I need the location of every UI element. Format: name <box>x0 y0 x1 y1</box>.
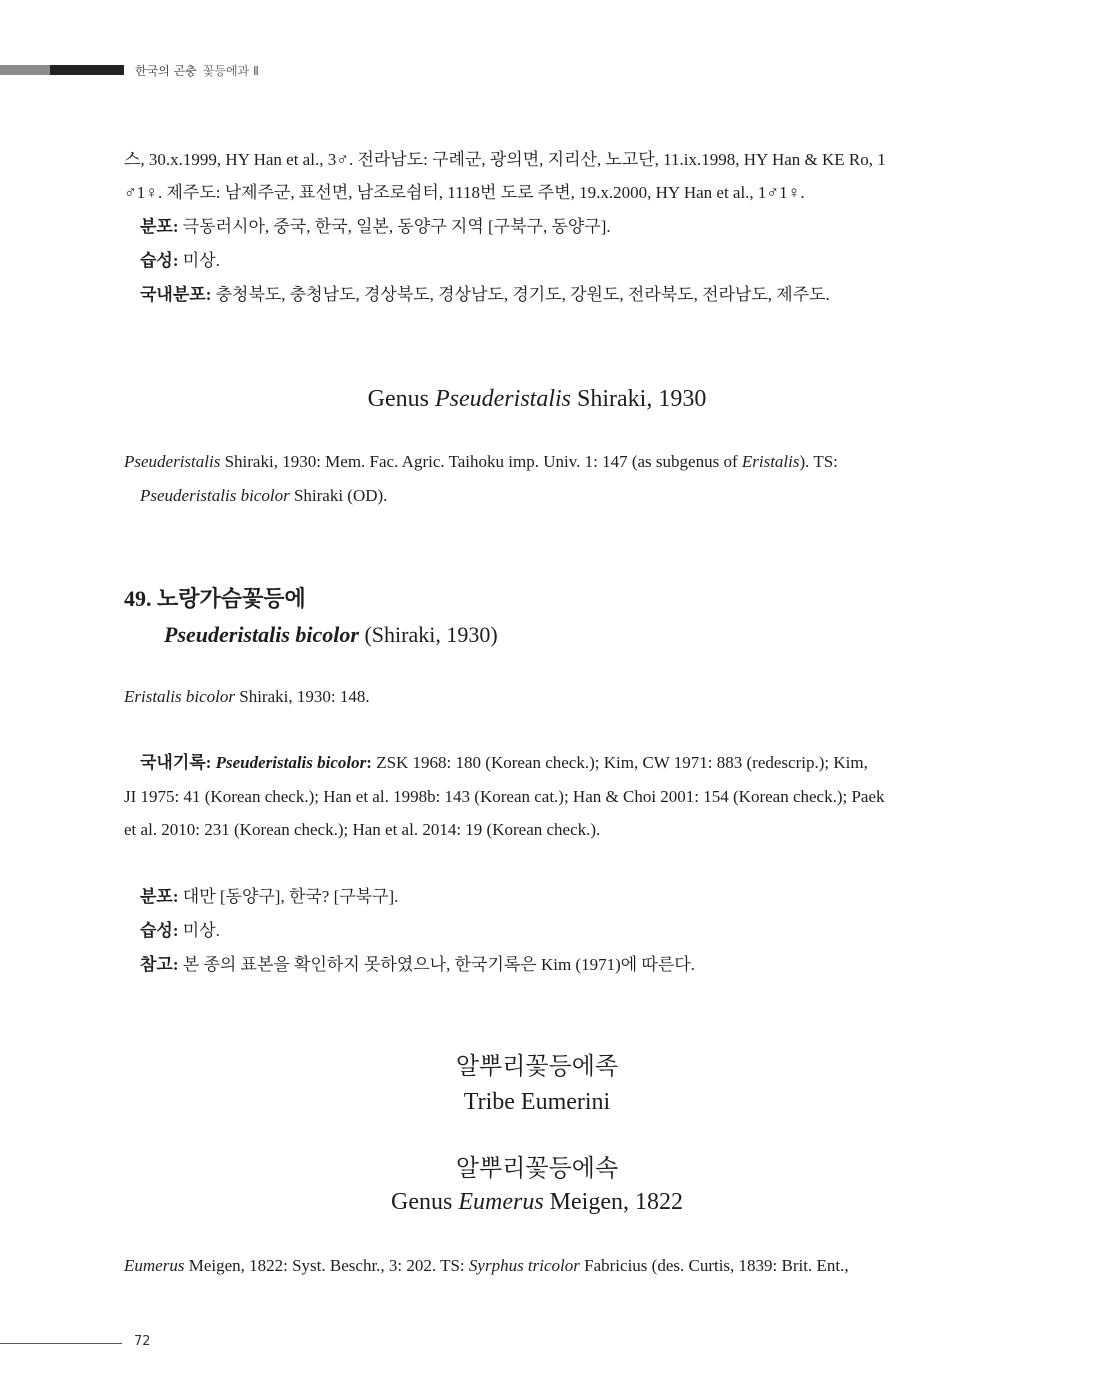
korean-records-name: Pseuderistalis bicolor <box>215 753 367 772</box>
page-number: 72 <box>134 1334 151 1349</box>
distribution-paragraph <box>140 216 611 238</box>
genus-heading-prefix: Genus <box>367 386 435 412</box>
korean-records-colon: : <box>366 753 372 772</box>
species-note-paragraph <box>140 954 695 976</box>
korean-records-line-2: JI 1975: 41 (Korean check.); Han et al. 1998b: 143 (Korean cat.); Han & Choi 2001: 154 (Korean check.); Paek <box>124 787 885 806</box>
genus-ref-ts-label: ). TS: <box>799 452 838 471</box>
genus-reference-line-2 <box>140 485 387 507</box>
genus-heading-author: Shiraki, 1930 <box>571 386 707 412</box>
genus-heading-eumerus <box>0 1187 1074 1217</box>
genus-ref-name: Pseuderistalis <box>124 452 221 471</box>
genus-heading-pseuderistalis <box>0 384 1074 414</box>
habit-label: 습성: <box>140 251 179 270</box>
distribution-label: 분포: <box>140 217 179 236</box>
tribe-latin-name: Tribe Eumerini <box>463 1089 611 1115</box>
genus-ref-text: Shiraki, 1930: Mem. Fac. Agric. Taihoku imp. Univ. 1: 147 (as subgenus of <box>220 452 742 471</box>
type-species-text: Shiraki (OD). <box>289 486 388 505</box>
korean-records-line-1 <box>140 752 868 774</box>
species-habit-paragraph <box>140 920 220 942</box>
species-number: 49. <box>124 586 152 611</box>
record-line-2: ♂1♀. 제주도: 남제주군, 표선면, 남조로쉼터, 1118번 도로 주변, 19.x.2000, HY Han et al., 1♂1♀. <box>124 183 805 202</box>
synonym-name: Eristalis bicolor <box>124 687 235 706</box>
synonym-line <box>124 686 370 708</box>
eumerus-heading-prefix: Genus <box>391 1189 459 1215</box>
eumerus-heading-author: Meigen, 1822 <box>543 1189 683 1215</box>
header-bar-light <box>0 65 50 75</box>
type-species-name: Pseuderistalis bicolor <box>140 486 290 505</box>
species-note-label: 참고: <box>140 955 179 974</box>
korean-records-label: 국내기록: <box>140 753 212 772</box>
eumerus-type-species-name: Syrphus tricolor <box>468 1256 580 1275</box>
eumerus-reference-line <box>124 1255 849 1277</box>
species-scientific-heading <box>164 620 498 650</box>
species-habit-label: 습성: <box>140 921 179 940</box>
tribe-korean-name: 알뿌리꽃등에족 <box>455 1052 619 1080</box>
genus-heading-name: Pseuderistalis <box>435 386 571 412</box>
eumerus-heading-name: Eumerus <box>458 1189 544 1215</box>
species-note-text: 본 종의 표본을 확인하지 못하였으나, 한국기록은 Kim (1971)에 따른다. <box>178 955 695 974</box>
habit-paragraph <box>140 250 220 272</box>
species-scientific-name: Pseuderistalis bicolor <box>164 622 359 647</box>
header-bar-dark <box>50 65 124 75</box>
species-habit-text: 미상. <box>178 921 220 940</box>
genus-ref-subgenus: Eristalis <box>741 452 800 471</box>
synonym-text: Shiraki, 1930: 148. <box>234 687 370 706</box>
genus-reference-line-1 <box>124 451 838 473</box>
domestic-distribution-text: 충청북도, 충청남도, 경상북도, 경상남도, 경기도, 강원도, 전라북도, 전라남도, 제주도. <box>211 285 830 304</box>
species-korean-name: 노랑가슴꽃등에 <box>157 587 306 612</box>
species-distribution-paragraph <box>140 886 398 908</box>
domestic-distribution-paragraph <box>140 284 830 306</box>
series-title: 꽃등에과 Ⅱ <box>202 64 259 78</box>
record-line-1: 스, 30.x.1999, HY Han et al., 3♂. 전라남도: 구례군, 광의면, 지리산, 노고단, 11.ix.1998, HY Han & KE Ro, 1 <box>124 150 886 169</box>
eumerus-ref-text: Meigen, 1822: Syst. Beschr., 3: 202. TS: <box>184 1256 469 1275</box>
species-distribution-label: 분포: <box>140 887 179 906</box>
genus-eumerus-korean-name: 알뿌리꽃등에속 <box>455 1154 619 1182</box>
species-author: (Shiraki, 1930) <box>358 622 498 647</box>
eumerus-ref-text-2: Fabricius (des. Curtis, 1839: Brit. Ent., <box>579 1256 849 1275</box>
korean-records-text-1: ZSK 1968: 180 (Korean check.); Kim, CW 1971: 883 (redescrip.); Kim, <box>371 753 868 772</box>
species-heading <box>124 584 306 615</box>
distribution-text: 극동러시아, 중국, 한국, 일본, 동양구 지역 [구북구, 동양구]. <box>178 217 611 236</box>
species-distribution-text: 대만 [동양구], 한국? [구북구]. <box>178 887 399 906</box>
book-title: 한국의 곤충 <box>135 64 197 78</box>
running-header <box>135 62 259 79</box>
eumerus-ref-name: Eumerus <box>124 1256 185 1275</box>
domestic-distribution-label: 국내분포: <box>140 285 212 304</box>
habit-text: 미상. <box>178 251 220 270</box>
korean-records-line-3: et al. 2010: 231 (Korean check.); Han et al. 2014: 19 (Korean check.). <box>124 820 601 839</box>
footer-rule <box>0 1343 122 1344</box>
